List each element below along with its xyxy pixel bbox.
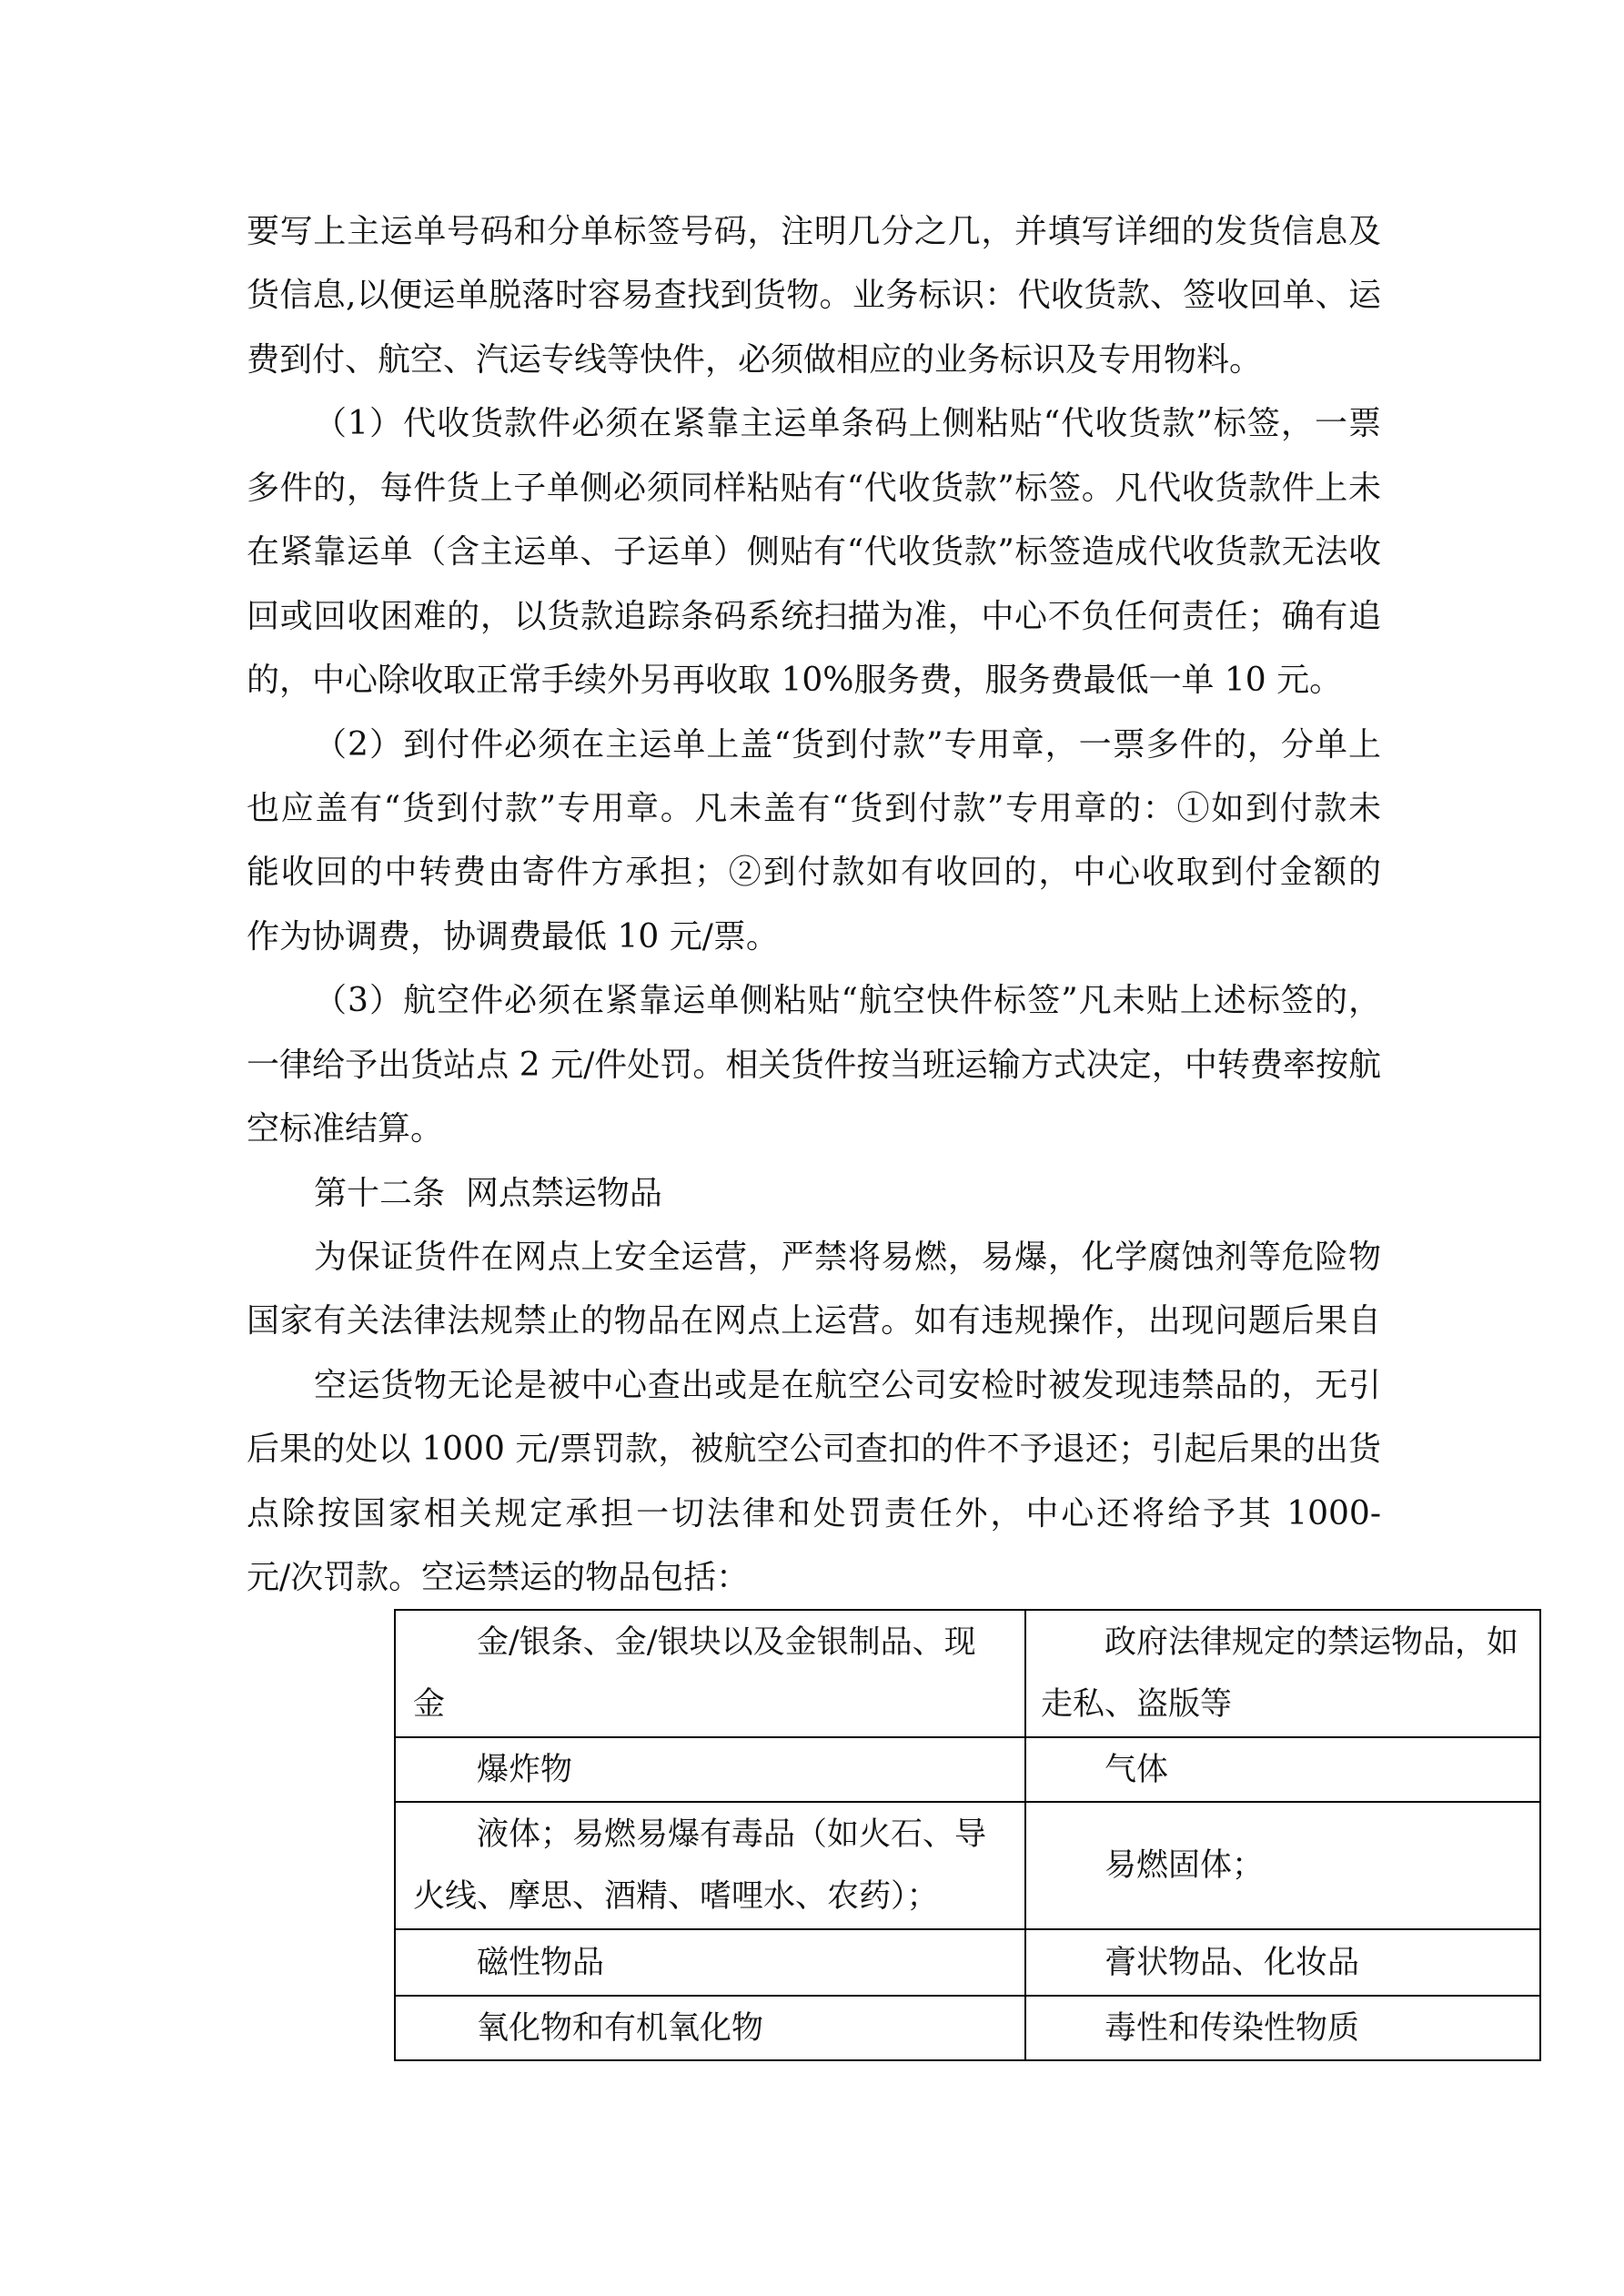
text-line: 的，中心除收取正常手续外另再收取 10%服务费，服务费最低一单 10 元。 [247, 662, 1343, 700]
article-heading: 第十二条 网点禁运物品 [314, 1174, 662, 1212]
text-line: （2）到付件必须在主运单上盖“货到付款”专用章，一票多件的，分单上 [314, 725, 1381, 764]
text-line: 货信息,以便运单脱落时容易查找到货物。业务标识：代收货款、签收回单、运 [247, 277, 1381, 315]
text-line: 后果的处以 1000 元/票罚款，被航空公司查扣的件不予退还；引起后果的出货 [247, 1431, 1381, 1469]
table-cell-left [395, 1802, 1025, 1929]
table-cell-right [1025, 1929, 1540, 1996]
table-row [395, 1996, 1540, 2060]
cell-line: 氧化物和有机氧化物 [477, 2009, 764, 2047]
cell-line: 走私、盗版等 [1041, 1686, 1233, 1723]
table-cell-right [1025, 1610, 1540, 1737]
text-line: 作为协调费，协调费最低 10 元/票。 [247, 917, 779, 956]
table-row [395, 1737, 1540, 1802]
text-line: 一律给予出货站点 2 元/件处罚。相关货件按当班运输方式决定，中转费率按航 [247, 1046, 1381, 1084]
text-line: 空运货物无论是被中心查出或是在航空公司安检时被发现违禁品的，无引 [314, 1366, 1381, 1404]
table-row [395, 1610, 1540, 1737]
text-line: 回或回收困难的，以货款追踪条码系统扫描为准，中心不负任何责任；确有追 [247, 597, 1381, 635]
text-line: 点除按国家相关规定承担一切法律和处罚责任外，中心还将给予其 1000- [247, 1494, 1381, 1532]
table-row [395, 1929, 1540, 1996]
cell-line: 金/银条、金/银块以及金银制品、现 [477, 1624, 976, 1661]
text-line: 空标准结算。 [247, 1110, 444, 1148]
cell-line: 毒性和传染性物质 [1105, 2009, 1360, 2047]
body-text [247, 200, 1381, 1611]
cell-line: 磁性物品 [477, 1944, 605, 1981]
table-row [395, 1802, 1540, 1929]
text-line: 费到付、航空、汽运专线等快件，必须做相应的业务标识及专用物料。 [247, 340, 1263, 379]
text-line: 元/次罚款。空运禁运的物品包括： [247, 1559, 750, 1597]
prohibited-items-table [394, 1609, 1541, 2061]
text-line: 国家有关法律法规禁止的物品在网点上运营。如有违规操作，出现问题后果自 [247, 1302, 1381, 1340]
text-line: （3）航空件必须在紧靠运单侧粘贴“航空快件标签”凡未贴上述标签的， [314, 982, 1381, 1020]
cell-line: 气体 [1105, 1751, 1169, 1788]
table-cell-left [395, 1996, 1025, 2060]
text-line: 也应盖有“货到付款”专用章。凡未盖有“货到付款”专用章的：①如到付款未 [247, 789, 1381, 827]
cell-line: 政府法律规定的禁运物品，如 [1105, 1624, 1519, 1661]
text-line: 要写上主运单号码和分单标签号码，注明几分之几，并填写详细的发货信息及 [247, 213, 1381, 250]
text-line: 在紧靠运单（含主运单、子运单）侧贴有“代收货款”标签造成代收货款无法收 [247, 533, 1381, 571]
text-line: 多件的，每件货上子单侧必须同样粘贴有“代收货款”标签。凡代收货款件上未 [247, 469, 1381, 507]
cell-line: 火线、摩思、酒精、嗜哩水、农药）； [413, 1878, 939, 1915]
cell-line: 爆炸物 [477, 1751, 573, 1788]
text-line: （1）代收货款件必须在紧靠主运单条码上侧粘贴“代收货款”标签，一票 [314, 405, 1381, 443]
cell-line: 膏状物品、化妆品 [1105, 1944, 1360, 1981]
text-line: 能收回的中转费由寄件方承担；②到付款如有收回的，中心收取到付金额的 [247, 854, 1381, 892]
table-cell-left [395, 1929, 1025, 1996]
text-line: 为保证货件在网点上安全运营，严禁将易燃，易爆，化学腐蚀剂等危险物 [314, 1239, 1381, 1276]
cell-line: 液体；易燃易爆有毒品（如火石、导 [477, 1816, 987, 1853]
table-cell-right [1025, 1737, 1540, 1802]
table-cell-right [1025, 1802, 1540, 1929]
table-cell-left [395, 1737, 1025, 1802]
cell-line: 易燃固体； [1105, 1847, 1265, 1884]
cell-line: 金 [413, 1686, 446, 1723]
table-cell-left [395, 1610, 1025, 1737]
table-cell-right [1025, 1996, 1540, 2060]
